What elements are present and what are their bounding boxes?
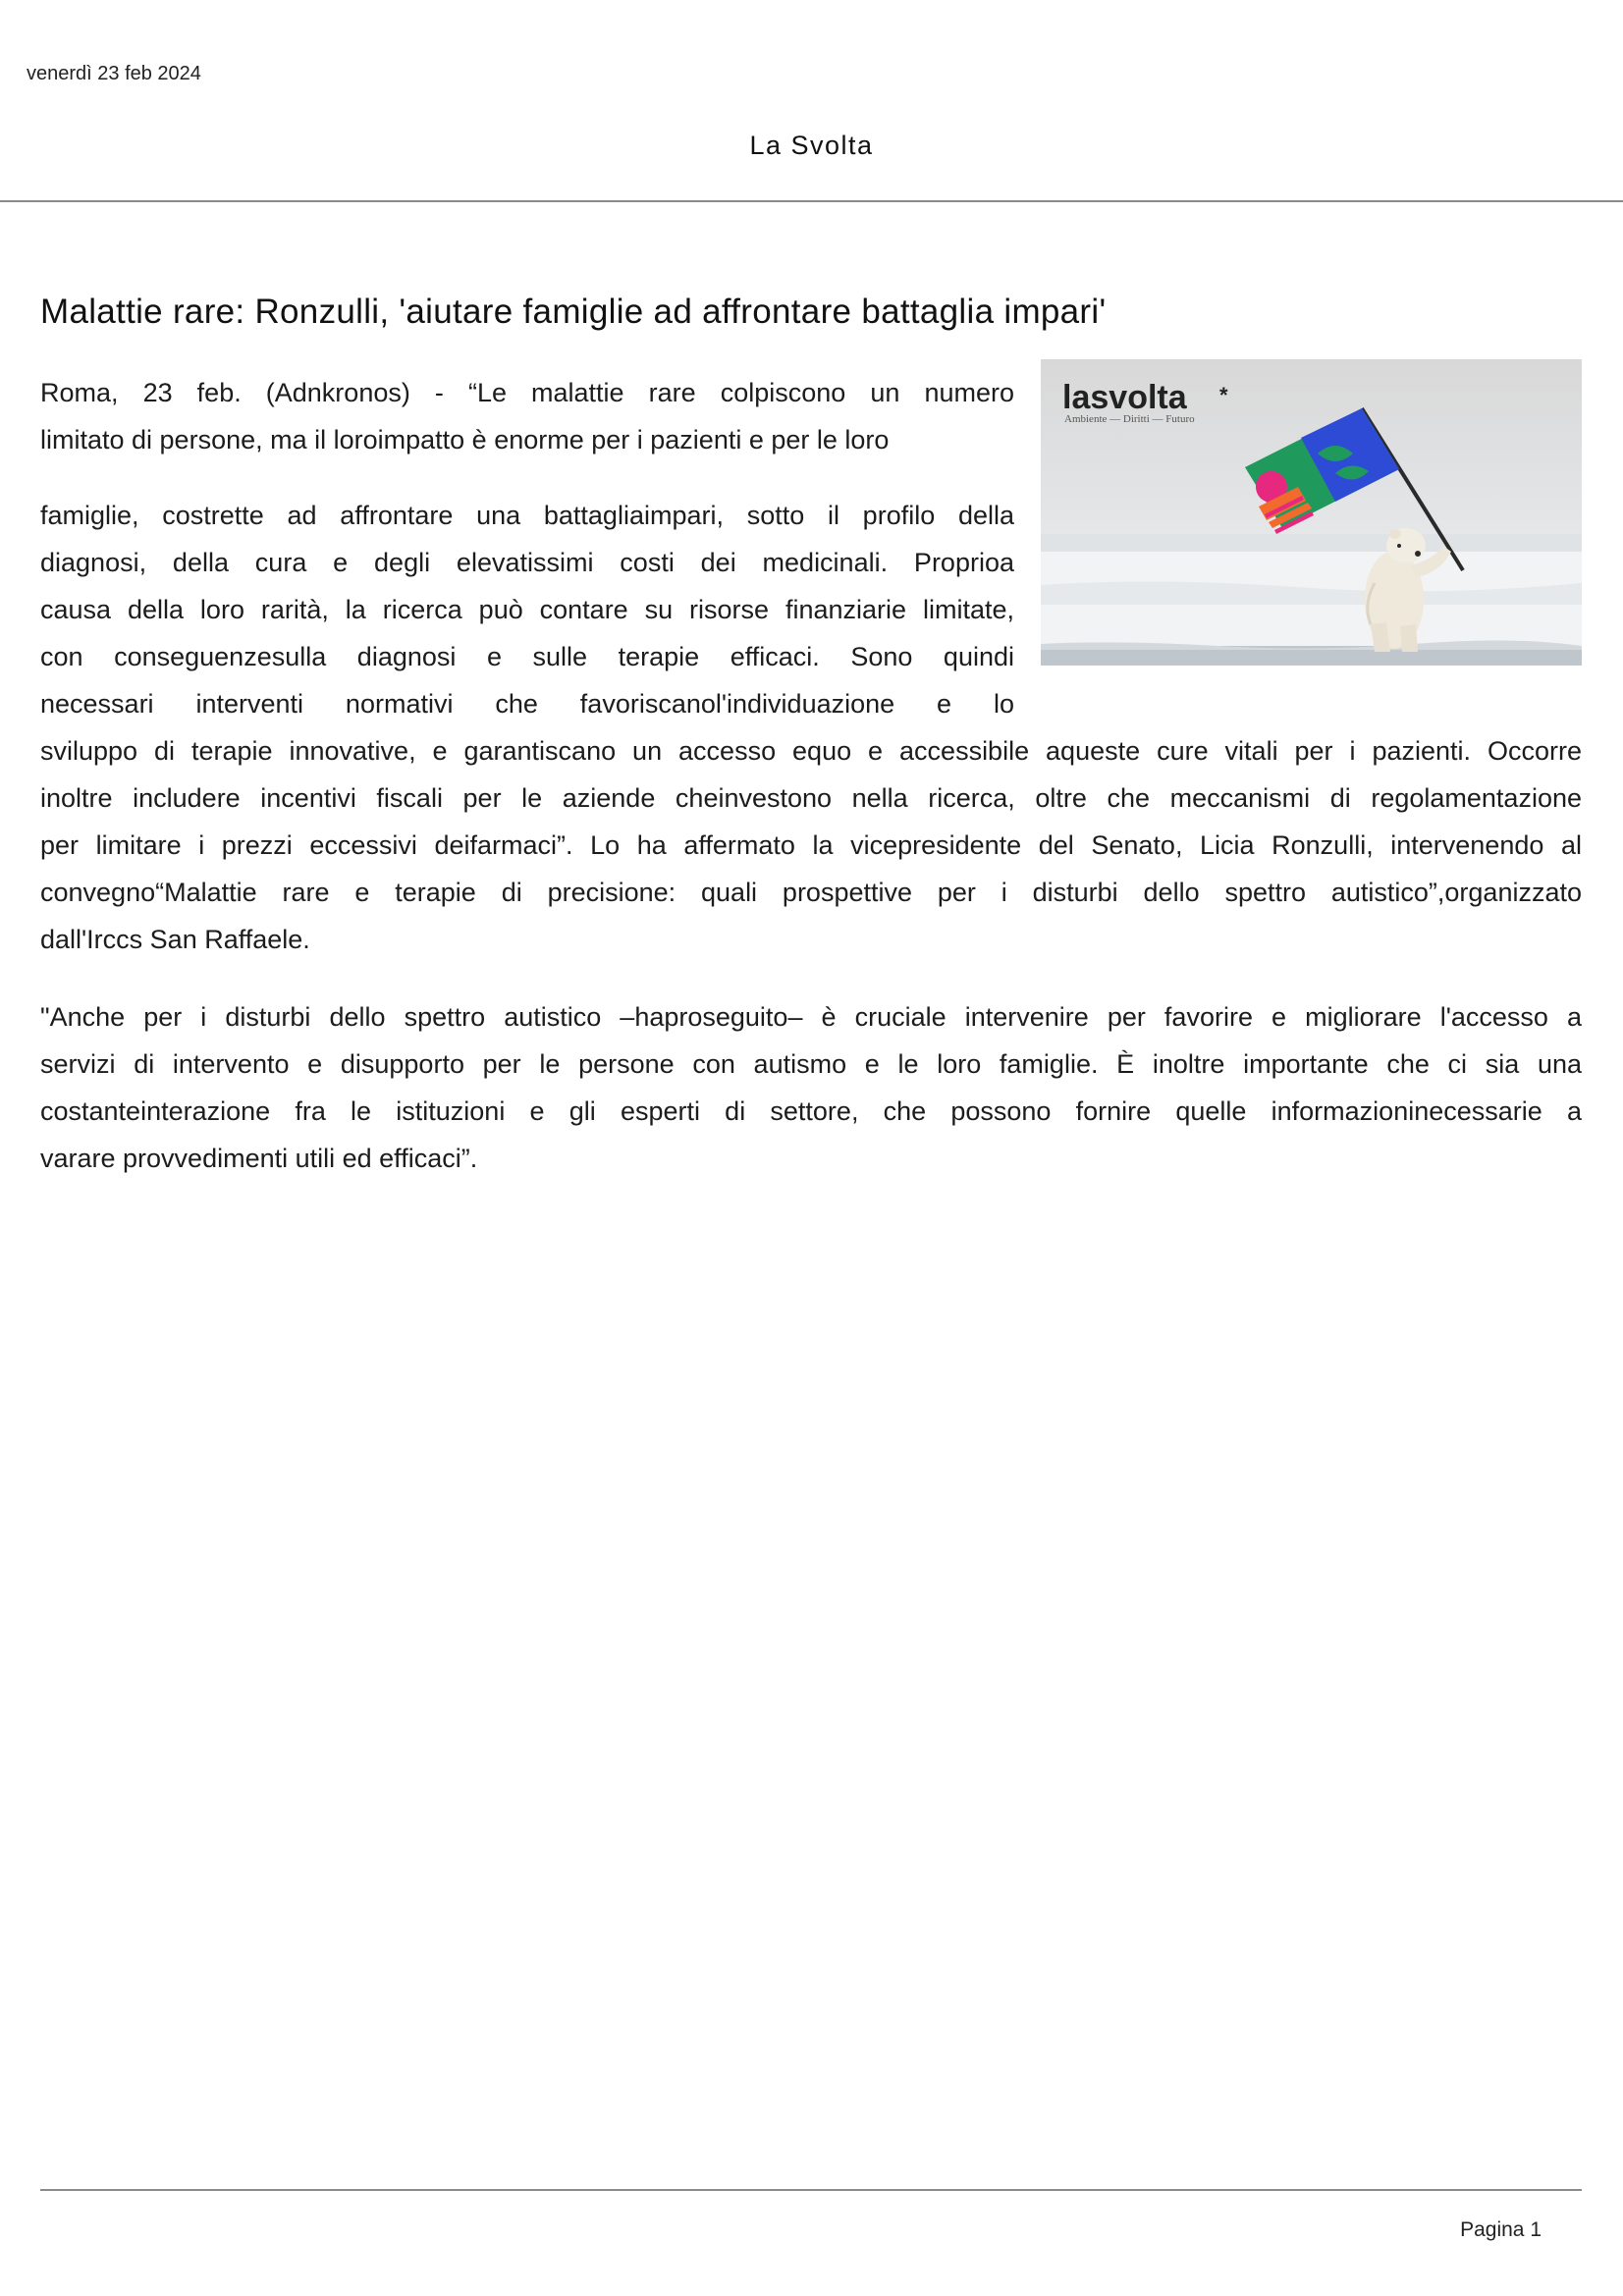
svg-text:*: * [1219,383,1228,407]
page-number: Pagina 1 [1460,2218,1542,2241]
logo-text: lasvolta [1062,379,1187,416]
text-line: dall'Irccs San Raffaele. [40,925,310,954]
article-title: Malattie rare: Ronzulli, 'aiutare famiglie ad affrontare battaglia impari' [40,293,1107,331]
text-line: necessari interventi normativi che favoriscanol'individuazione e lo [40,689,1014,719]
text-line: inoltre includere incentivi fiscali per le aziende cheinvestono nella ricerca, oltre che meccanismi di regolamentazione [40,783,1582,813]
text-line: diagnosi, della cura e degli elevatissimi costi dei medicinali. Proprioa [40,548,1014,577]
text-line: causa della loro rarità, la ricerca può contare su risorse finanziarie limitate, [40,595,1014,624]
text-line: varare provvedimenti utili ed efficaci”. [40,1144,478,1173]
document-date: venerdì 23 feb 2024 [27,63,201,84]
text-line: limitato di persone, ma il loroimpatto è enorme per i pazienti e per le loro [40,425,890,454]
text-line: famiglie, costrette ad affrontare una battagliaimpari, sotto il profilo della [40,501,1014,530]
text-line: sviluppo di terapie innovative, e garantiscano un accesso equo e accessibile aqueste cure vitali per i pazienti. Occorre [40,736,1582,766]
text-line: per limitare i prezzi eccessivi deifarmaci”. Lo ha affermato la vicepresidente del Senato, Licia Ronzulli, intervenendo al [40,830,1582,860]
text-line: servizi di intervento e disupporto per le persone con autismo e le loro famiglie. È inoltre importante che ci sia una [40,1049,1582,1079]
text-line: con conseguenzesulla diagnosi e sulle terapie efficaci. Sono quindi [40,642,1014,671]
article-paragraph-1 [40,492,1582,963]
publication-name: La Svolta [749,131,874,160]
article-intro [40,369,1582,463]
text-line: costanteinterazione fra le istituzioni e gli esperti di settore, che possono fornire quelle informazioninecessarie a [40,1096,1582,1126]
text-line: Roma, 23 feb. (Adnkronos) - “Le malattie rare colpiscono un numero [40,378,1014,407]
logo-tagline: Ambiente — Diritti — Futuro [1064,413,1195,425]
text-line: "Anche per i disturbi dello spettro autistico –haproseguito– è cruciale intervenire per favorire e migliorare l'accesso a [40,1002,1582,1032]
text-line: convegno“Malattie rare e terapie di precisione: quali prospettive per i disturbi dello spettro autistico”,organizzato [40,878,1582,907]
article-paragraph-2 [40,993,1582,1182]
footer-divider [40,2189,1582,2191]
header-divider [0,200,1623,202]
